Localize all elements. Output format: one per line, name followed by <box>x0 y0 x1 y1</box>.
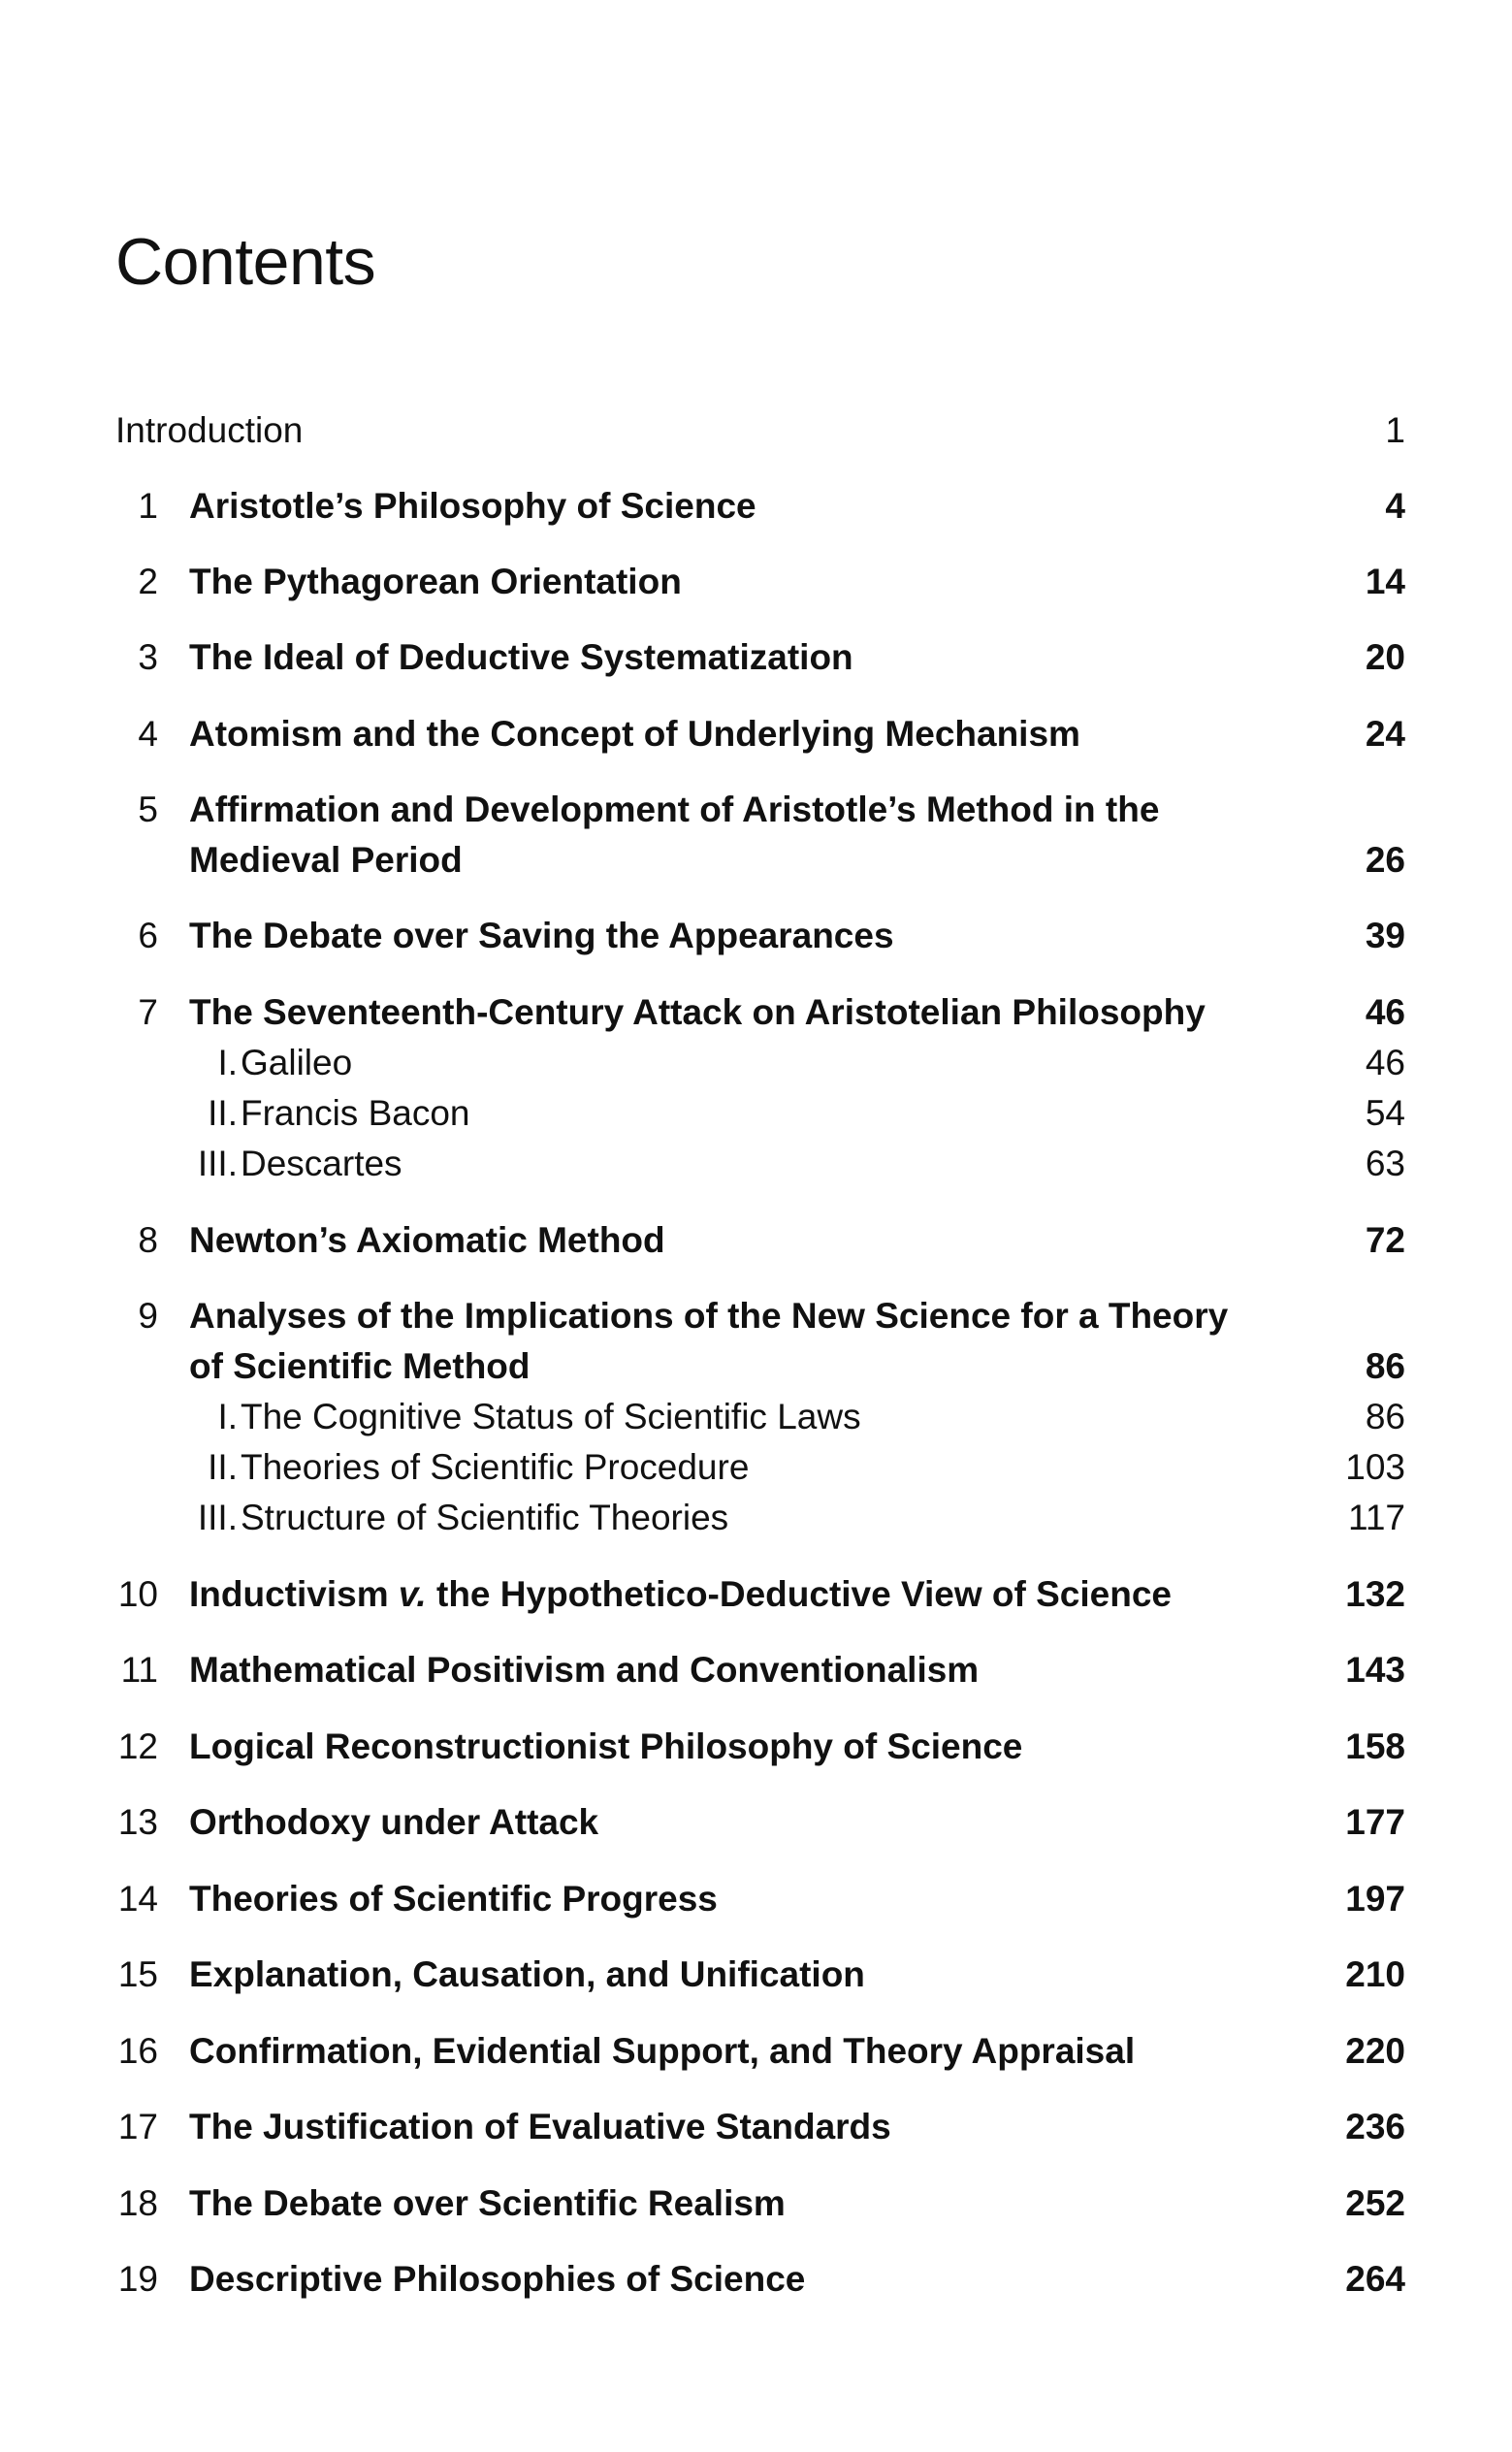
section-title: The Cognitive Status of Scientific Laws <box>241 1397 861 1436</box>
chapter-number: 5 <box>138 790 158 829</box>
toc-page-number: 24 <box>1365 714 1405 754</box>
chapter-number: 8 <box>138 1220 158 1260</box>
chapter-number: 10 <box>117 1574 158 1614</box>
chapter-number: 19 <box>117 2259 158 2299</box>
toc-page-number: 210 <box>1345 1954 1405 1994</box>
chapter-title: The Debate over Saving the Appearances <box>189 916 894 955</box>
chapter-title: The Seventeenth-Century Attack on Aristotelian Philosophy <box>189 992 1206 1032</box>
toc-page-number: 103 <box>1345 1447 1405 1487</box>
chapter-title <box>189 1569 1207 1620</box>
section-numeral: III. <box>197 1498 238 1537</box>
toc-page-number: 86 <box>1365 1397 1405 1436</box>
chapter-number: 1 <box>138 486 158 526</box>
chapter-title-line: of Scientific Method <box>189 1346 531 1386</box>
section-numeral: II. <box>208 1447 238 1487</box>
section-numeral: I. <box>217 1043 238 1082</box>
chapter-title: Logical Reconstructionist Philosophy of Science <box>189 1726 1023 1766</box>
chapter-title: Mathematical Positivism and Conventionalism <box>189 1650 980 1690</box>
chapter-number: 9 <box>138 1296 158 1336</box>
chapter-title: Explanation, Causation, and Unification <box>189 1954 865 1994</box>
toc-page-number: 20 <box>1365 637 1405 677</box>
chapter-number: 6 <box>138 916 158 955</box>
toc-page-number: 26 <box>1365 840 1405 880</box>
chapter-title-italic: v. <box>398 1574 427 1614</box>
chapter-title <box>189 1291 1229 1392</box>
chapter-title: Orthodoxy under Attack <box>189 1802 599 1842</box>
chapter-title-part: the Hypothetico-Deductive View of Science <box>426 1574 1172 1614</box>
chapter-title-line: Affirmation and Development of Aristotle’s Method in the <box>189 790 1160 829</box>
chapter-number: 2 <box>138 562 158 601</box>
toc-page-number: 72 <box>1365 1220 1405 1260</box>
chapter-number: 11 <box>120 1650 158 1690</box>
section-numeral: III. <box>197 1144 238 1183</box>
toc-page-number: 1 <box>1385 410 1405 450</box>
chapter-number: 17 <box>117 2107 158 2146</box>
toc-page-number: 158 <box>1345 1726 1405 1766</box>
toc-page-number: 220 <box>1345 2031 1405 2071</box>
chapter-title-line: Medieval Period <box>189 840 463 880</box>
chapter-number: 12 <box>117 1726 158 1766</box>
chapter-title: Confirmation, Evidential Support, and Theory Appraisal <box>189 2031 1136 2071</box>
chapter-title: Descriptive Philosophies of Science <box>189 2259 806 2299</box>
toc-page-number: 4 <box>1385 486 1405 526</box>
chapter-number: 16 <box>117 2031 158 2071</box>
toc-page-number: 39 <box>1365 916 1405 955</box>
toc-entry-label: Introduction <box>115 410 304 450</box>
toc-page-number: 143 <box>1345 1650 1405 1690</box>
chapter-title: Newton’s Axiomatic Method <box>189 1220 665 1260</box>
chapter-title <box>189 785 1207 886</box>
chapter-title: The Justification of Evaluative Standards <box>189 2107 891 2146</box>
page-title: Contents <box>115 225 376 299</box>
toc-page-number: 117 <box>1348 1498 1405 1537</box>
chapter-title: The Debate over Scientific Realism <box>189 2183 786 2223</box>
toc-page-number: 14 <box>1365 562 1405 601</box>
toc-page-number: 252 <box>1345 2183 1405 2223</box>
toc-page-number: 46 <box>1365 1043 1405 1082</box>
chapter-number: 15 <box>117 1954 158 1994</box>
toc-page-number: 86 <box>1365 1346 1405 1386</box>
chapter-title-line: Analyses of the Implications of the New Science for a Theory <box>189 1296 1229 1336</box>
chapter-title: The Pythagorean Orientation <box>189 562 682 601</box>
toc-page-number: 46 <box>1365 992 1405 1032</box>
chapter-title: Aristotle’s Philosophy of Science <box>189 486 756 526</box>
section-title: Francis Bacon <box>241 1093 470 1133</box>
section-numeral: I. <box>217 1397 238 1436</box>
section-title: Structure of Scientific Theories <box>241 1498 729 1537</box>
section-title: Theories of Scientific Procedure <box>241 1447 750 1487</box>
chapter-title-part: Inductivism <box>189 1574 399 1614</box>
section-numeral: II. <box>208 1093 238 1133</box>
chapter-number: 7 <box>138 992 158 1032</box>
chapter-number: 3 <box>138 637 158 677</box>
chapter-number: 14 <box>117 1879 158 1919</box>
toc-page-number: 54 <box>1365 1093 1405 1133</box>
chapter-title: The Ideal of Deductive Systematization <box>189 637 853 677</box>
chapter-title: Theories of Scientific Progress <box>189 1879 718 1919</box>
section-title: Galileo <box>241 1043 353 1082</box>
toc-page-number: 236 <box>1345 2107 1405 2146</box>
toc-page-number: 197 <box>1345 1879 1405 1919</box>
toc-page-number: 264 <box>1345 2259 1405 2299</box>
section-title: Descartes <box>241 1144 402 1183</box>
chapter-title: Atomism and the Concept of Underlying Mechanism <box>189 714 1080 754</box>
chapter-number: 18 <box>117 2183 158 2223</box>
toc-page-number: 177 <box>1345 1802 1405 1842</box>
chapter-number: 13 <box>117 1802 158 1842</box>
toc-page-number: 132 <box>1345 1574 1405 1614</box>
chapter-number: 4 <box>138 714 158 754</box>
toc-page-number: 63 <box>1365 1144 1405 1183</box>
